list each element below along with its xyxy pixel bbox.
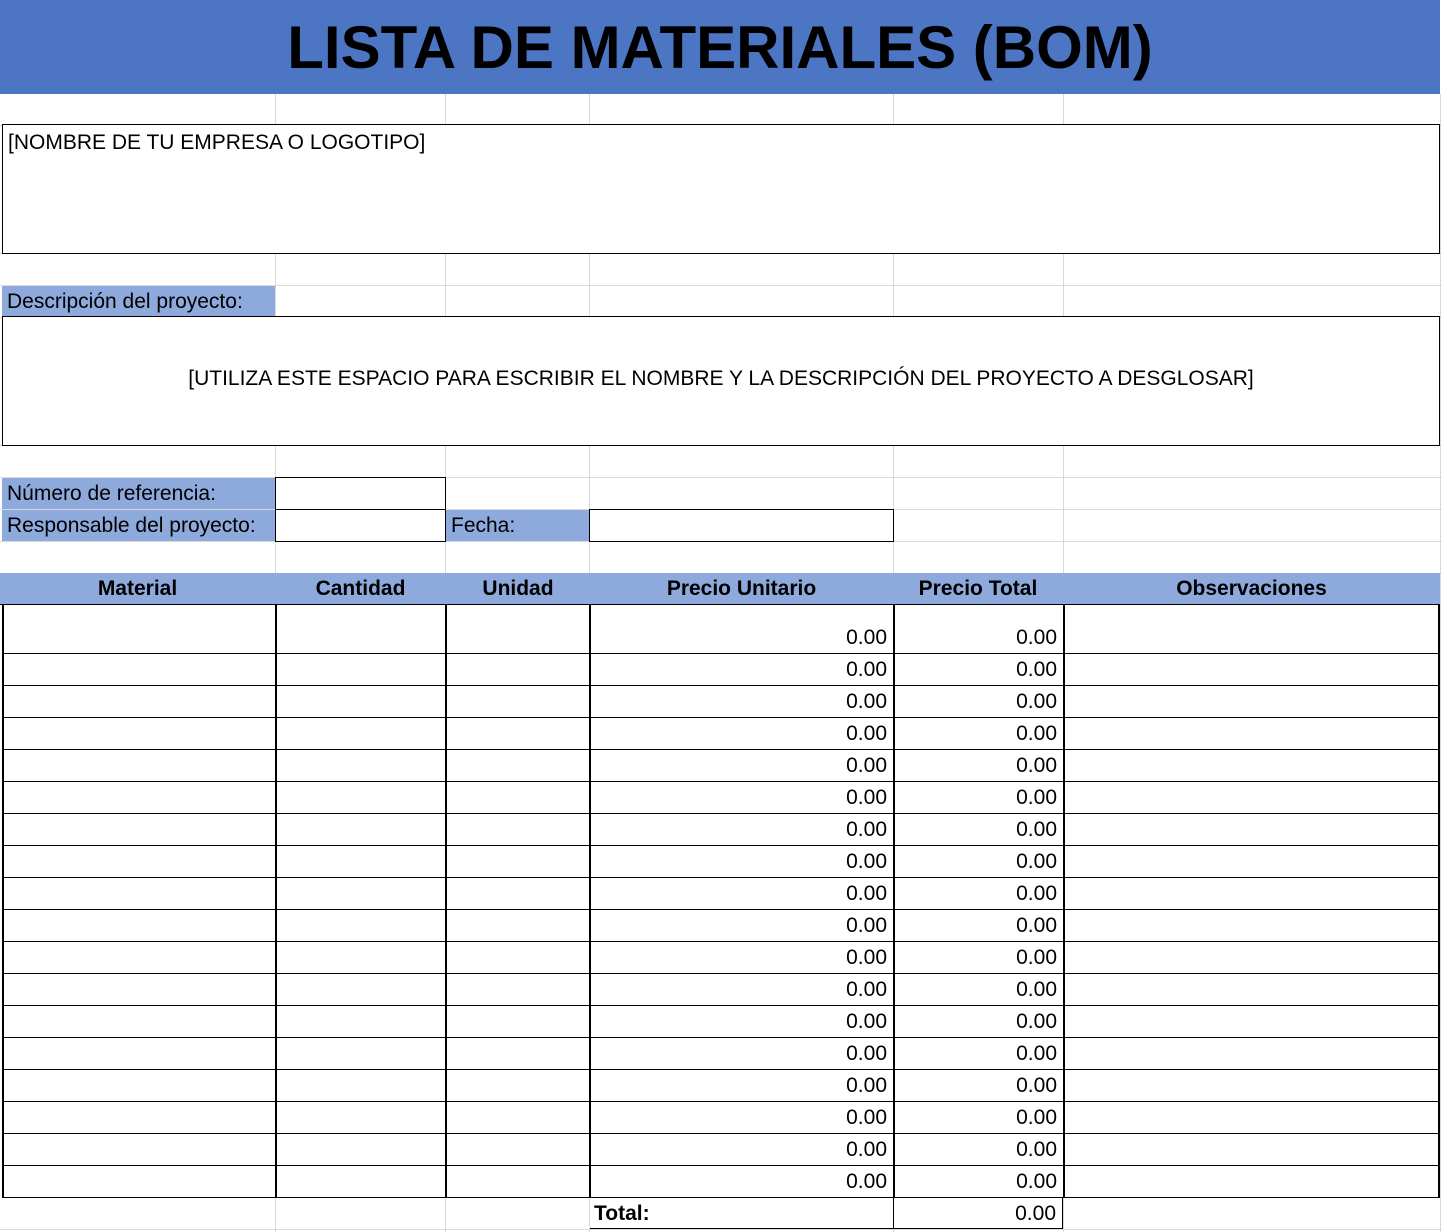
cell-unidad[interactable] — [445, 1040, 589, 1068]
cell-cantidad[interactable] — [275, 1168, 445, 1196]
cell-unidad[interactable] — [445, 1136, 589, 1164]
cell-unidad[interactable] — [445, 624, 589, 652]
table-row — [2, 782, 1440, 814]
table-row — [2, 604, 1440, 654]
cell-precio-total[interactable]: 0.00 — [1016, 1042, 1057, 1065]
cell-observaciones[interactable] — [1063, 1104, 1440, 1132]
cell-precio-total[interactable]: 0.00 — [1016, 786, 1057, 809]
cell-precio-unitario[interactable]: 0.00 — [846, 1106, 887, 1129]
cell-unidad[interactable] — [445, 848, 589, 876]
cell-unidad[interactable] — [445, 912, 589, 940]
cell-unidad[interactable] — [445, 720, 589, 748]
cell-precio-total[interactable]: 0.00 — [1016, 914, 1057, 937]
cell-precio-unitario[interactable]: 0.00 — [846, 1010, 887, 1033]
date-label-text: Fecha: — [451, 513, 516, 537]
reference-label-text: Número de referencia: — [7, 481, 216, 505]
table-row — [2, 942, 1440, 974]
cell-material[interactable] — [2, 688, 275, 716]
cell-observaciones[interactable] — [1063, 720, 1440, 748]
cell-cantidad[interactable] — [275, 976, 445, 1004]
table-row — [2, 814, 1440, 846]
cell-cantidad[interactable] — [275, 816, 445, 844]
table-column-border — [589, 604, 591, 1198]
cell-precio-total[interactable]: 0.00 — [1016, 946, 1057, 969]
cell-unidad[interactable] — [445, 816, 589, 844]
table-row — [2, 910, 1440, 942]
description-label-text: Descripción del proyecto: — [7, 289, 243, 313]
cell-unidad[interactable] — [445, 752, 589, 780]
cell-cantidad[interactable] — [275, 688, 445, 716]
bom-table-header — [0, 573, 1440, 605]
cell-precio-unitario[interactable]: 0.00 — [846, 1170, 887, 1193]
table-row — [2, 846, 1440, 878]
cell-precio-total[interactable]: 0.00 — [1016, 818, 1057, 841]
cell-precio-unitario[interactable]: 0.00 — [846, 1042, 887, 1065]
header-unidad: Unidad — [482, 577, 554, 600]
cell-precio-unitario[interactable]: 0.00 — [846, 1138, 887, 1161]
header-cantidad: Cantidad — [315, 577, 406, 600]
cell-cantidad[interactable] — [275, 912, 445, 940]
cell-observaciones[interactable] — [1063, 816, 1440, 844]
cell-cantidad[interactable] — [275, 720, 445, 748]
cell-observaciones[interactable] — [1063, 976, 1440, 1004]
table-row — [2, 1102, 1440, 1134]
table-row — [2, 718, 1440, 750]
cell-material[interactable] — [2, 784, 275, 812]
cell-material[interactable] — [2, 944, 275, 972]
total-value — [893, 1197, 1063, 1229]
table-column-border — [445, 604, 447, 1198]
table-row — [2, 1134, 1440, 1166]
cell-observaciones[interactable] — [1063, 1040, 1440, 1068]
cell-cantidad[interactable] — [275, 1040, 445, 1068]
cell-observaciones[interactable] — [1063, 752, 1440, 780]
table-column-border — [1438, 604, 1440, 1198]
responsible-label-text: Responsable del proyecto: — [7, 513, 256, 537]
cell-unidad[interactable] — [445, 784, 589, 812]
cell-precio-unitario[interactable]: 0.00 — [846, 978, 887, 1001]
cell-material[interactable] — [2, 848, 275, 876]
cell-precio-total[interactable]: 0.00 — [1016, 1074, 1057, 1097]
cell-observaciones[interactable] — [1063, 912, 1440, 940]
cell-material[interactable] — [2, 816, 275, 844]
table-column-border — [275, 604, 277, 1198]
cell-material[interactable] — [2, 976, 275, 1004]
cell-observaciones[interactable] — [1063, 656, 1440, 684]
cell-precio-unitario[interactable]: 0.00 — [846, 754, 887, 777]
cell-precio-total[interactable]: 0.00 — [1016, 850, 1057, 873]
reference-input[interactable] — [275, 477, 446, 510]
cell-cantidad[interactable] — [275, 880, 445, 908]
header-precio-unitario: Precio Unitario — [666, 577, 817, 600]
cell-precio-unitario[interactable]: 0.00 — [846, 626, 887, 649]
page-title — [0, 0, 1440, 94]
table-row — [2, 686, 1440, 718]
gridline-horizontal — [0, 1229, 1442, 1230]
project-description-box[interactable] — [2, 316, 1440, 446]
cell-material[interactable] — [2, 1040, 275, 1068]
table-column-border — [893, 604, 895, 1198]
description-label — [2, 286, 275, 317]
cell-observaciones[interactable] — [1063, 624, 1440, 652]
total-value-text: 0.00 — [1015, 1202, 1056, 1225]
description-placeholder: [UTILIZA ESTE ESPACIO PARA ESCRIBIR EL NOMBRE Y LA DESCRIPCIÓN DEL PROYECTO A DESGLOSAR] — [188, 367, 1254, 390]
cell-observaciones[interactable] — [1063, 1136, 1440, 1164]
table-column-border — [2, 604, 4, 1198]
cell-cantidad[interactable] — [275, 944, 445, 972]
cell-precio-total[interactable]: 0.00 — [1016, 1106, 1057, 1129]
date-input[interactable] — [589, 509, 894, 542]
total-row — [0, 1197, 1442, 1229]
cell-cantidad[interactable] — [275, 1072, 445, 1100]
cell-precio-unitario[interactable]: 0.00 — [846, 786, 887, 809]
cell-precio-unitario[interactable]: 0.00 — [846, 850, 887, 873]
cell-observaciones[interactable] — [1063, 848, 1440, 876]
cell-material[interactable] — [2, 752, 275, 780]
cell-precio-unitario[interactable]: 0.00 — [846, 946, 887, 969]
cell-material[interactable] — [2, 880, 275, 908]
cell-observaciones[interactable] — [1063, 1008, 1440, 1036]
table-column-border — [1063, 604, 1065, 1198]
responsible-label — [2, 510, 275, 541]
cell-precio-unitario[interactable]: 0.00 — [846, 1074, 887, 1097]
company-placeholder: [NOMBRE DE TU EMPRESA O LOGOTIPO] — [8, 131, 426, 154]
cell-unidad[interactable] — [445, 976, 589, 1004]
company-name-box[interactable] — [2, 124, 1440, 254]
cell-observaciones[interactable] — [1063, 944, 1440, 972]
header-precio-total: Precio Total — [918, 577, 1038, 600]
cell-precio-total[interactable]: 0.00 — [1016, 754, 1057, 777]
cell-material[interactable] — [2, 624, 275, 652]
cell-unidad[interactable] — [445, 656, 589, 684]
table-row — [2, 1070, 1440, 1102]
cell-unidad[interactable] — [445, 1008, 589, 1036]
header-observaciones: Observaciones — [1176, 577, 1327, 600]
cell-precio-unitario[interactable]: 0.00 — [846, 722, 887, 745]
cell-observaciones[interactable] — [1063, 784, 1440, 812]
cell-precio-total[interactable]: 0.00 — [1016, 626, 1057, 649]
cell-precio-total[interactable]: 0.00 — [1016, 882, 1057, 905]
cell-precio-total[interactable]: 0.00 — [1016, 1170, 1057, 1193]
cell-unidad[interactable] — [445, 1104, 589, 1132]
cell-cantidad[interactable] — [275, 624, 445, 652]
cell-precio-unitario[interactable]: 0.00 — [846, 690, 887, 713]
cell-observaciones[interactable] — [1063, 688, 1440, 716]
table-row — [2, 1006, 1440, 1038]
cell-precio-total[interactable]: 0.00 — [1016, 978, 1057, 1001]
cell-observaciones[interactable] — [1063, 880, 1440, 908]
cell-material[interactable] — [2, 1136, 275, 1164]
cell-precio-unitario[interactable]: 0.00 — [846, 658, 887, 681]
total-label: Total: — [590, 1197, 893, 1229]
cell-precio-total[interactable]: 0.00 — [1016, 658, 1057, 681]
cell-precio-total[interactable]: 0.00 — [1016, 1010, 1057, 1033]
cell-precio-total[interactable]: 0.00 — [1016, 690, 1057, 713]
reference-label — [2, 478, 275, 509]
cell-observaciones[interactable] — [1063, 1072, 1440, 1100]
cell-cantidad[interactable] — [275, 784, 445, 812]
cell-precio-total[interactable]: 0.00 — [1016, 1138, 1057, 1161]
cell-precio-unitario[interactable]: 0.00 — [846, 882, 887, 905]
cell-material[interactable] — [2, 1008, 275, 1036]
cell-precio-total[interactable]: 0.00 — [1016, 722, 1057, 745]
table-row — [2, 974, 1440, 1006]
table-row — [2, 1166, 1440, 1198]
page-title-text: LISTA DE MATERIALES (BOM) — [287, 13, 1153, 81]
cell-precio-unitario[interactable]: 0.00 — [846, 914, 887, 937]
responsible-input[interactable] — [275, 509, 446, 542]
table-row — [2, 1038, 1440, 1070]
cell-cantidad[interactable] — [275, 656, 445, 684]
cell-observaciones[interactable] — [1063, 1168, 1440, 1196]
cell-unidad[interactable] — [445, 1168, 589, 1196]
cell-cantidad[interactable] — [275, 1008, 445, 1036]
table-row — [2, 878, 1440, 910]
cell-material[interactable] — [2, 912, 275, 940]
cell-material[interactable] — [2, 1072, 275, 1100]
table-row — [2, 750, 1440, 782]
cell-material[interactable] — [2, 1104, 275, 1132]
table-row — [2, 654, 1440, 686]
cell-unidad[interactable] — [445, 880, 589, 908]
cell-cantidad[interactable] — [275, 848, 445, 876]
cell-cantidad[interactable] — [275, 752, 445, 780]
cell-material[interactable] — [2, 720, 275, 748]
cell-unidad[interactable] — [445, 944, 589, 972]
cell-unidad[interactable] — [445, 688, 589, 716]
header-material: Material — [97, 577, 178, 600]
gridline-vertical — [1440, 94, 1441, 1232]
cell-material[interactable] — [2, 656, 275, 684]
date-label — [446, 510, 590, 541]
cell-unidad[interactable] — [445, 1072, 589, 1100]
cell-cantidad[interactable] — [275, 1136, 445, 1164]
cell-precio-unitario[interactable]: 0.00 — [846, 818, 887, 841]
cell-material[interactable] — [2, 1168, 275, 1196]
cell-cantidad[interactable] — [275, 1104, 445, 1132]
